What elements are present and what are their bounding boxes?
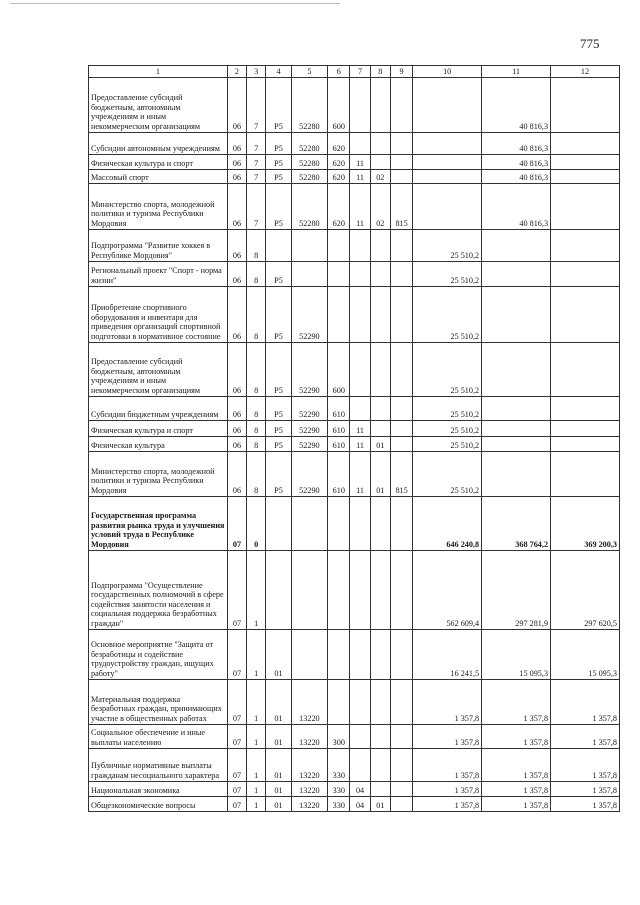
cell-code-subsection bbox=[370, 262, 390, 287]
cell-code-event: P5 bbox=[266, 262, 291, 287]
cell-code-direction: 13220 bbox=[291, 749, 327, 782]
cell-code-gp: 06 bbox=[227, 133, 246, 155]
header-col-5: 5 bbox=[291, 66, 327, 78]
table-row bbox=[89, 497, 620, 551]
cell-sum-2020 bbox=[482, 397, 551, 421]
cell-sum-2021 bbox=[551, 343, 620, 397]
cell-code-section: 04 bbox=[350, 782, 370, 797]
cell-code-gp: 07 bbox=[227, 782, 246, 797]
cell-sum-2019: 1 357,8 bbox=[413, 797, 482, 812]
cell-sum-2020: 297 281,9 bbox=[482, 551, 551, 630]
cell-code-ministry bbox=[390, 133, 412, 155]
cell-name: Министерство спорта, молодежной политики и туризма Республики Мордовия bbox=[89, 452, 228, 497]
cell-code-section: 11 bbox=[350, 184, 370, 230]
cell-code-sub: 7 bbox=[247, 155, 266, 170]
header-col-1: 1 bbox=[89, 66, 228, 78]
cell-code-sub: 1 bbox=[247, 680, 266, 725]
cell-sum-2020: 1 357,8 bbox=[482, 797, 551, 812]
cell-code-event: P5 bbox=[266, 421, 291, 437]
cell-code-sub: 8 bbox=[247, 230, 266, 262]
cell-code-expense-type: 610 bbox=[328, 452, 350, 497]
cell-sum-2020: 1 357,8 bbox=[482, 782, 551, 797]
cell-code-subsection: 02 bbox=[370, 184, 390, 230]
cell-code-direction bbox=[291, 497, 327, 551]
header-col-10: 10 bbox=[413, 66, 482, 78]
cell-name: Национальная экономика bbox=[89, 782, 228, 797]
cell-code-direction: 52290 bbox=[291, 452, 327, 497]
cell-sum-2020 bbox=[482, 437, 551, 452]
cell-sum-2021: 1 357,8 bbox=[551, 749, 620, 782]
cell-code-sub: 8 bbox=[247, 262, 266, 287]
cell-code-sub: 8 bbox=[247, 343, 266, 397]
cell-code-expense-type bbox=[328, 497, 350, 551]
cell-code-event bbox=[266, 497, 291, 551]
cell-name: Предоставление субсидий бюджетным, автономным учреждениям и иным некоммерческим организациям bbox=[89, 78, 228, 133]
cell-code-event: 01 bbox=[266, 680, 291, 725]
cell-sum-2021 bbox=[551, 262, 620, 287]
header-col-4: 4 bbox=[266, 66, 291, 78]
cell-code-gp: 06 bbox=[227, 170, 246, 184]
cell-sum-2021: 369 200,3 bbox=[551, 497, 620, 551]
cell-sum-2021: 297 620,5 bbox=[551, 551, 620, 630]
cell-code-direction: 52290 bbox=[291, 397, 327, 421]
cell-code-section bbox=[350, 749, 370, 782]
cell-sum-2019: 25 510,2 bbox=[413, 397, 482, 421]
scan-artifact-line bbox=[10, 3, 340, 4]
header-col-6: 6 bbox=[328, 66, 350, 78]
cell-sum-2021 bbox=[551, 133, 620, 155]
cell-code-gp: 07 bbox=[227, 630, 246, 680]
cell-code-expense-type: 300 bbox=[328, 725, 350, 749]
cell-sum-2020: 1 357,8 bbox=[482, 749, 551, 782]
cell-code-direction bbox=[291, 230, 327, 262]
cell-code-event: 01 bbox=[266, 630, 291, 680]
cell-code-expense-type: 620 bbox=[328, 170, 350, 184]
cell-code-direction: 13220 bbox=[291, 797, 327, 812]
cell-name: Приобретение спортивного оборудования и инвентаря для приведения организаций спортивной подготовки в нормативное состояние bbox=[89, 287, 228, 343]
cell-sum-2021 bbox=[551, 230, 620, 262]
cell-code-section bbox=[350, 680, 370, 725]
table-row bbox=[89, 262, 620, 287]
cell-name: Субсидии бюджетным учреждениям bbox=[89, 397, 228, 421]
cell-name: Физическая культура и спорт bbox=[89, 421, 228, 437]
cell-code-section bbox=[350, 230, 370, 262]
cell-code-subsection bbox=[370, 343, 390, 397]
cell-code-subsection bbox=[370, 749, 390, 782]
cell-code-direction: 13220 bbox=[291, 680, 327, 725]
cell-sum-2019: 16 241,5 bbox=[413, 630, 482, 680]
cell-code-expense-type: 610 bbox=[328, 437, 350, 452]
cell-code-expense-type: 620 bbox=[328, 184, 350, 230]
cell-sum-2021 bbox=[551, 452, 620, 497]
cell-code-event: 01 bbox=[266, 797, 291, 812]
cell-code-direction: 13220 bbox=[291, 725, 327, 749]
cell-sum-2019 bbox=[413, 78, 482, 133]
cell-code-gp: 07 bbox=[227, 725, 246, 749]
cell-sum-2021 bbox=[551, 155, 620, 170]
cell-code-sub: 1 bbox=[247, 725, 266, 749]
cell-code-sub: 8 bbox=[247, 397, 266, 421]
cell-code-direction: 52280 bbox=[291, 184, 327, 230]
header-col-7: 7 bbox=[350, 66, 370, 78]
cell-code-sub: 1 bbox=[247, 630, 266, 680]
cell-sum-2020 bbox=[482, 262, 551, 287]
cell-code-sub: 0 bbox=[247, 497, 266, 551]
cell-sum-2020 bbox=[482, 230, 551, 262]
cell-code-subsection bbox=[370, 133, 390, 155]
cell-sum-2019: 25 510,2 bbox=[413, 230, 482, 262]
cell-code-gp: 06 bbox=[227, 437, 246, 452]
cell-code-gp: 06 bbox=[227, 230, 246, 262]
cell-sum-2019: 1 357,8 bbox=[413, 749, 482, 782]
cell-code-direction: 13220 bbox=[291, 782, 327, 797]
cell-code-section bbox=[350, 262, 370, 287]
cell-code-sub: 1 bbox=[247, 782, 266, 797]
cell-code-event: P5 bbox=[266, 170, 291, 184]
cell-name: Государственная программа развития рынка труда и улучшения условий труда в Республике Мордовия bbox=[89, 497, 228, 551]
header-col-2: 2 bbox=[227, 66, 246, 78]
cell-sum-2021 bbox=[551, 287, 620, 343]
cell-code-ministry bbox=[390, 397, 412, 421]
cell-name: Подпрограмма "Осуществление государственных полномочий в сфере содействия занятости населения и социальная поддержка безработных граждан" bbox=[89, 551, 228, 630]
cell-code-expense-type: 620 bbox=[328, 155, 350, 170]
cell-code-event: 01 bbox=[266, 782, 291, 797]
cell-name: Региональный проект "Спорт - норма жизни" bbox=[89, 262, 228, 287]
cell-code-event: 01 bbox=[266, 725, 291, 749]
cell-code-section bbox=[350, 397, 370, 421]
cell-code-section bbox=[350, 497, 370, 551]
cell-code-sub: 8 bbox=[247, 287, 266, 343]
cell-name: Массовый спорт bbox=[89, 170, 228, 184]
cell-code-section: 11 bbox=[350, 452, 370, 497]
cell-sum-2019: 1 357,8 bbox=[413, 782, 482, 797]
cell-code-expense-type: 330 bbox=[328, 749, 350, 782]
cell-name: Физическая культура и спорт bbox=[89, 155, 228, 170]
cell-code-section bbox=[350, 725, 370, 749]
cell-code-section bbox=[350, 551, 370, 630]
table-row bbox=[89, 184, 620, 230]
table-row bbox=[89, 437, 620, 452]
cell-code-section: 04 bbox=[350, 797, 370, 812]
cell-name: Социальное обеспечение и иные выплаты населению bbox=[89, 725, 228, 749]
cell-sum-2021: 1 357,8 bbox=[551, 680, 620, 725]
cell-code-ministry: 815 bbox=[390, 452, 412, 497]
cell-code-expense-type bbox=[328, 230, 350, 262]
cell-sum-2019: 25 510,2 bbox=[413, 343, 482, 397]
cell-code-sub: 1 bbox=[247, 749, 266, 782]
cell-code-ministry bbox=[390, 343, 412, 397]
cell-code-ministry bbox=[390, 725, 412, 749]
page-number: 775 bbox=[580, 36, 600, 51]
cell-code-section: 11 bbox=[350, 437, 370, 452]
cell-code-event: P5 bbox=[266, 452, 291, 497]
cell-code-subsection bbox=[370, 551, 390, 630]
cell-code-direction bbox=[291, 630, 327, 680]
cell-code-ministry bbox=[390, 797, 412, 812]
cell-sum-2021: 1 357,8 bbox=[551, 797, 620, 812]
cell-code-sub: 1 bbox=[247, 551, 266, 630]
cell-sum-2020 bbox=[482, 421, 551, 437]
cell-code-expense-type: 330 bbox=[328, 797, 350, 812]
table-row bbox=[89, 133, 620, 155]
cell-code-ministry bbox=[390, 170, 412, 184]
cell-code-subsection bbox=[370, 680, 390, 725]
cell-name: Общеэкономические вопросы bbox=[89, 797, 228, 812]
cell-sum-2020: 40 816,3 bbox=[482, 155, 551, 170]
cell-code-gp: 06 bbox=[227, 343, 246, 397]
cell-name: Публичные нормативные выплаты гражданам несоциального характера bbox=[89, 749, 228, 782]
cell-code-ministry bbox=[390, 782, 412, 797]
cell-sum-2019: 25 510,2 bbox=[413, 287, 482, 343]
cell-code-subsection bbox=[370, 397, 390, 421]
cell-code-direction: 52280 bbox=[291, 155, 327, 170]
cell-code-subsection bbox=[370, 725, 390, 749]
cell-sum-2020 bbox=[482, 452, 551, 497]
cell-code-gp: 06 bbox=[227, 421, 246, 437]
table-row bbox=[89, 155, 620, 170]
cell-code-expense-type: 600 bbox=[328, 343, 350, 397]
table-row bbox=[89, 343, 620, 397]
cell-code-event: P5 bbox=[266, 343, 291, 397]
cell-code-section: 11 bbox=[350, 155, 370, 170]
cell-code-direction: 52290 bbox=[291, 437, 327, 452]
cell-code-event: P5 bbox=[266, 133, 291, 155]
cell-code-gp: 07 bbox=[227, 680, 246, 725]
cell-code-expense-type: 610 bbox=[328, 397, 350, 421]
cell-sum-2019 bbox=[413, 133, 482, 155]
cell-sum-2019: 25 510,2 bbox=[413, 262, 482, 287]
cell-code-ministry bbox=[390, 680, 412, 725]
cell-code-expense-type: 620 bbox=[328, 133, 350, 155]
cell-code-section bbox=[350, 630, 370, 680]
cell-code-section: 11 bbox=[350, 170, 370, 184]
cell-code-gp: 06 bbox=[227, 287, 246, 343]
table-row bbox=[89, 630, 620, 680]
cell-code-gp: 06 bbox=[227, 78, 246, 133]
cell-code-gp: 06 bbox=[227, 262, 246, 287]
cell-code-sub: 1 bbox=[247, 797, 266, 812]
cell-code-ministry bbox=[390, 262, 412, 287]
table-row bbox=[89, 78, 620, 133]
cell-code-expense-type: 610 bbox=[328, 421, 350, 437]
cell-sum-2019: 1 357,8 bbox=[413, 725, 482, 749]
table-header bbox=[89, 66, 620, 78]
cell-code-gp: 06 bbox=[227, 452, 246, 497]
header-col-12: 12 bbox=[551, 66, 620, 78]
cell-code-expense-type bbox=[328, 630, 350, 680]
cell-code-sub: 7 bbox=[247, 78, 266, 133]
cell-code-event: P5 bbox=[266, 78, 291, 133]
cell-code-gp: 06 bbox=[227, 397, 246, 421]
cell-code-subsection: 02 bbox=[370, 170, 390, 184]
table-row bbox=[89, 421, 620, 437]
cell-code-event: P5 bbox=[266, 437, 291, 452]
cell-sum-2019: 25 510,2 bbox=[413, 452, 482, 497]
cell-code-sub: 8 bbox=[247, 437, 266, 452]
cell-sum-2021 bbox=[551, 184, 620, 230]
cell-code-event: P5 bbox=[266, 397, 291, 421]
cell-sum-2019 bbox=[413, 184, 482, 230]
cell-code-expense-type bbox=[328, 680, 350, 725]
cell-code-ministry bbox=[390, 630, 412, 680]
cell-code-direction: 52290 bbox=[291, 287, 327, 343]
cell-code-sub: 8 bbox=[247, 421, 266, 437]
cell-code-subsection bbox=[370, 497, 390, 551]
table-row bbox=[89, 397, 620, 421]
cell-code-subsection bbox=[370, 78, 390, 133]
cell-name: Физическая культура bbox=[89, 437, 228, 452]
table-row bbox=[89, 551, 620, 630]
cell-code-subsection bbox=[370, 155, 390, 170]
cell-sum-2019: 25 510,2 bbox=[413, 437, 482, 452]
cell-sum-2020: 1 357,8 bbox=[482, 725, 551, 749]
cell-code-expense-type: 330 bbox=[328, 782, 350, 797]
cell-sum-2020: 1 357,8 bbox=[482, 680, 551, 725]
table-row bbox=[89, 797, 620, 812]
cell-code-gp: 07 bbox=[227, 497, 246, 551]
cell-code-event: P5 bbox=[266, 184, 291, 230]
cell-code-section bbox=[350, 133, 370, 155]
cell-code-section: 11 bbox=[350, 421, 370, 437]
cell-code-subsection bbox=[370, 630, 390, 680]
cell-code-subsection bbox=[370, 230, 390, 262]
cell-sum-2021 bbox=[551, 78, 620, 133]
cell-code-sub: 7 bbox=[247, 133, 266, 155]
cell-code-direction: 52280 bbox=[291, 133, 327, 155]
cell-code-ministry bbox=[390, 497, 412, 551]
table-row bbox=[89, 230, 620, 262]
cell-sum-2019: 562 609,4 bbox=[413, 551, 482, 630]
cell-sum-2020 bbox=[482, 343, 551, 397]
header-col-8: 8 bbox=[370, 66, 390, 78]
cell-sum-2020: 40 816,3 bbox=[482, 184, 551, 230]
cell-code-event bbox=[266, 230, 291, 262]
table-row bbox=[89, 287, 620, 343]
cell-code-subsection: 01 bbox=[370, 437, 390, 452]
cell-code-section bbox=[350, 343, 370, 397]
cell-code-subsection bbox=[370, 782, 390, 797]
cell-code-ministry bbox=[390, 230, 412, 262]
cell-code-event bbox=[266, 551, 291, 630]
cell-code-section bbox=[350, 78, 370, 133]
table-row bbox=[89, 170, 620, 184]
cell-code-expense-type bbox=[328, 287, 350, 343]
cell-code-gp: 07 bbox=[227, 551, 246, 630]
header-row bbox=[89, 66, 620, 78]
cell-code-ministry bbox=[390, 78, 412, 133]
cell-name: Субсидии автономным учреждениям bbox=[89, 133, 228, 155]
cell-code-ministry bbox=[390, 551, 412, 630]
cell-code-ministry bbox=[390, 437, 412, 452]
cell-code-event: 01 bbox=[266, 749, 291, 782]
cell-code-direction: 52280 bbox=[291, 170, 327, 184]
cell-sum-2020: 40 816,3 bbox=[482, 170, 551, 184]
table-row bbox=[89, 749, 620, 782]
cell-code-gp: 07 bbox=[227, 749, 246, 782]
cell-sum-2021 bbox=[551, 397, 620, 421]
cell-sum-2020: 368 764,2 bbox=[482, 497, 551, 551]
cell-code-subsection bbox=[370, 421, 390, 437]
cell-sum-2020: 40 816,3 bbox=[482, 133, 551, 155]
cell-code-gp: 06 bbox=[227, 184, 246, 230]
header-col-11: 11 bbox=[482, 66, 551, 78]
cell-code-expense-type bbox=[328, 551, 350, 630]
cell-sum-2021 bbox=[551, 421, 620, 437]
cell-code-direction: 52280 bbox=[291, 78, 327, 133]
cell-code-direction: 52290 bbox=[291, 343, 327, 397]
table-row bbox=[89, 725, 620, 749]
cell-sum-2020 bbox=[482, 287, 551, 343]
cell-sum-2021: 15 095,3 bbox=[551, 630, 620, 680]
cell-code-direction bbox=[291, 262, 327, 287]
table-row bbox=[89, 452, 620, 497]
cell-name: Министерство спорта, молодежной политики и туризма Республики Мордовия bbox=[89, 184, 228, 230]
table-row bbox=[89, 782, 620, 797]
cell-code-gp: 06 bbox=[227, 155, 246, 170]
cell-code-section bbox=[350, 287, 370, 343]
cell-sum-2019: 1 357,8 bbox=[413, 680, 482, 725]
cell-sum-2021 bbox=[551, 437, 620, 452]
cell-name: Основное мероприятие "Защита от безработицы и содействие трудоустройству граждан, ищущих работу" bbox=[89, 630, 228, 680]
cell-code-direction: 52290 bbox=[291, 421, 327, 437]
cell-code-ministry bbox=[390, 155, 412, 170]
cell-code-ministry bbox=[390, 421, 412, 437]
cell-name: Подпрограмма "Развитие хоккея в Республике Мордовия" bbox=[89, 230, 228, 262]
header-col-9: 9 bbox=[390, 66, 412, 78]
cell-code-ministry bbox=[390, 287, 412, 343]
table-row bbox=[89, 680, 620, 725]
cell-code-subsection bbox=[370, 287, 390, 343]
cell-sum-2021: 1 357,8 bbox=[551, 725, 620, 749]
cell-code-gp: 07 bbox=[227, 797, 246, 812]
cell-sum-2020: 15 095,3 bbox=[482, 630, 551, 680]
cell-code-sub: 7 bbox=[247, 170, 266, 184]
budget-table bbox=[88, 65, 620, 812]
cell-code-expense-type: 600 bbox=[328, 78, 350, 133]
cell-name: Материальная поддержка безработных граждан, принимающих участие в общественных работах bbox=[89, 680, 228, 725]
cell-sum-2019: 646 240,8 bbox=[413, 497, 482, 551]
cell-code-sub: 7 bbox=[247, 184, 266, 230]
table-body bbox=[89, 78, 620, 812]
cell-code-sub: 8 bbox=[247, 452, 266, 497]
cell-sum-2021: 1 357,8 bbox=[551, 782, 620, 797]
cell-code-subsection: 01 bbox=[370, 452, 390, 497]
cell-code-direction bbox=[291, 551, 327, 630]
cell-code-ministry bbox=[390, 749, 412, 782]
cell-sum-2019 bbox=[413, 170, 482, 184]
cell-sum-2019 bbox=[413, 155, 482, 170]
cell-sum-2019: 25 510,2 bbox=[413, 421, 482, 437]
cell-code-ministry: 815 bbox=[390, 184, 412, 230]
cell-sum-2020: 40 816,3 bbox=[482, 78, 551, 133]
cell-code-subsection: 01 bbox=[370, 797, 390, 812]
cell-sum-2021 bbox=[551, 170, 620, 184]
header-col-3: 3 bbox=[247, 66, 266, 78]
cell-code-event: P5 bbox=[266, 155, 291, 170]
cell-code-expense-type bbox=[328, 262, 350, 287]
cell-name: Предоставление субсидий бюджетным, автономным учреждениям и иным некоммерческим организациям bbox=[89, 343, 228, 397]
cell-code-event: P5 bbox=[266, 287, 291, 343]
